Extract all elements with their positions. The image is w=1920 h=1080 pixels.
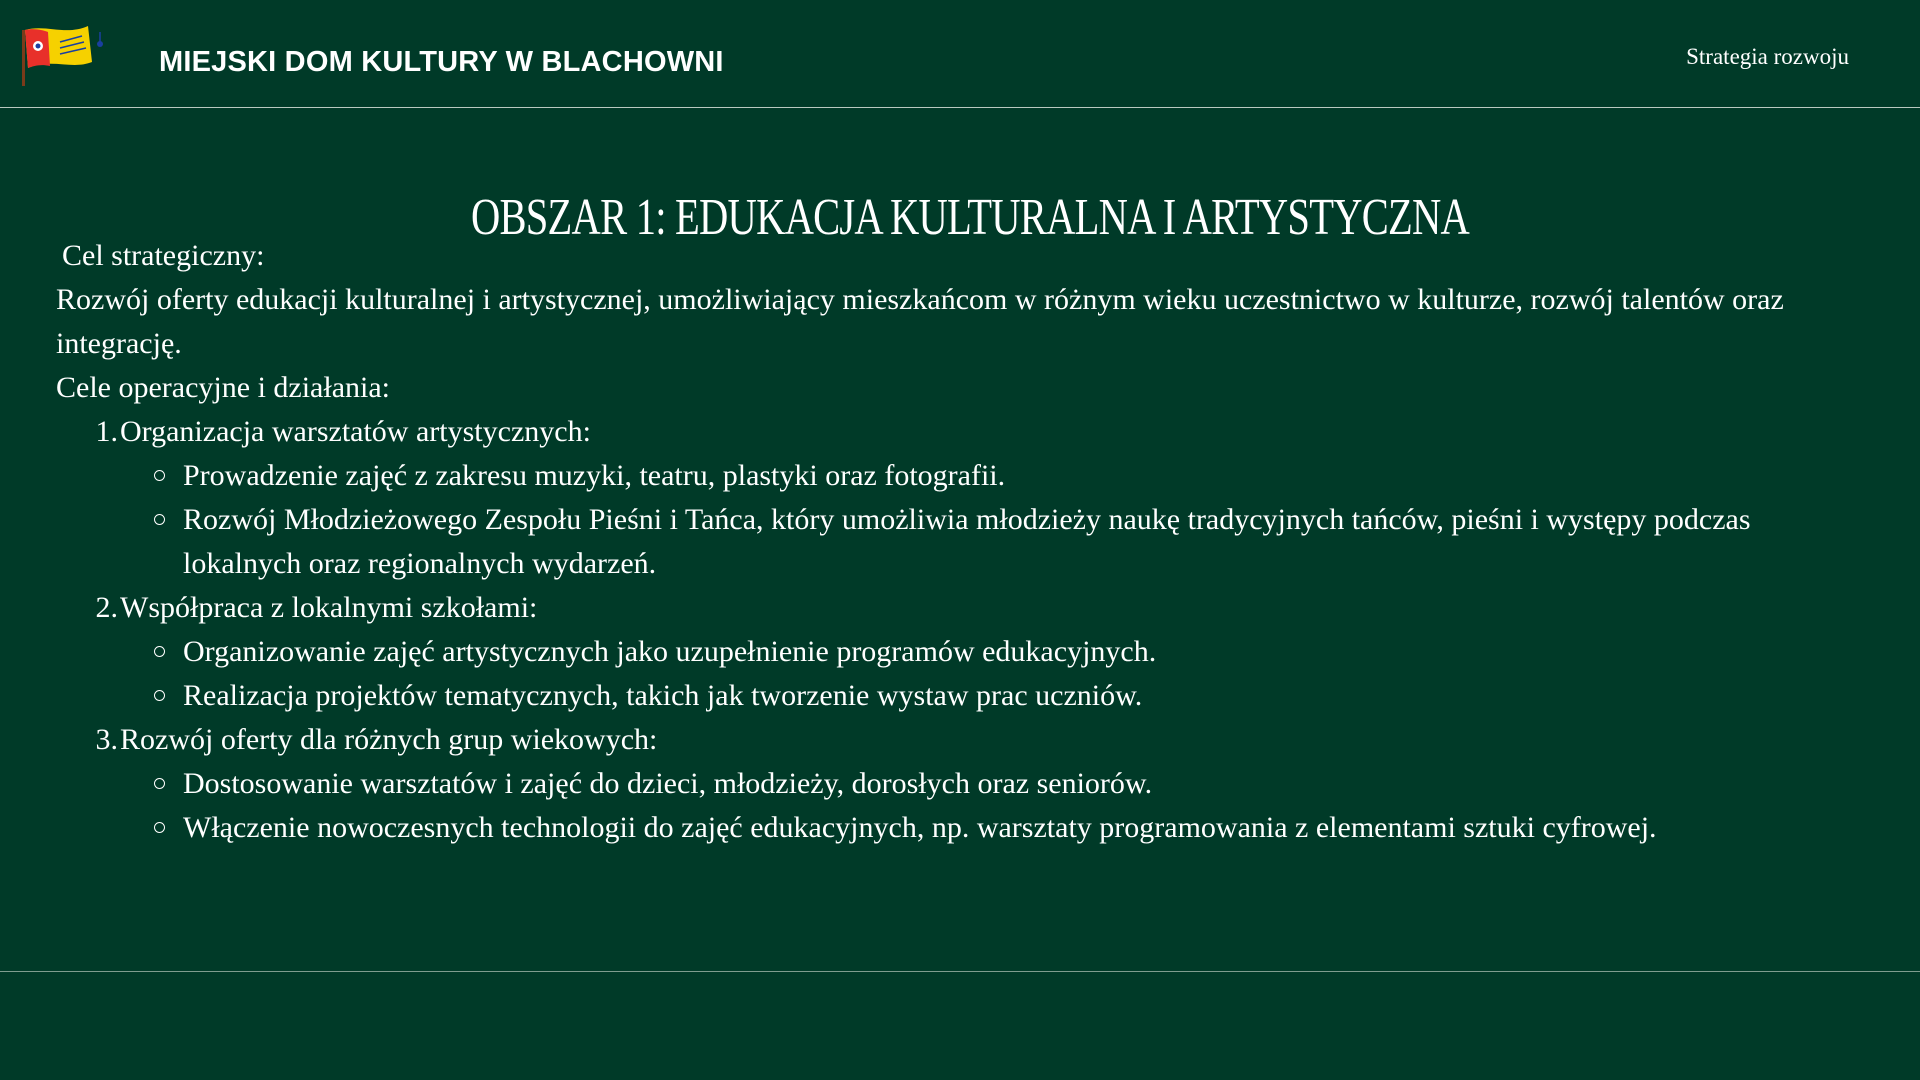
list-number: 1. — [95, 415, 118, 448]
list-number: 3. — [95, 723, 118, 756]
action-text: Organizowanie zajęć artystycznych jako uzupełnienie programów edukacyjnych. — [183, 635, 1157, 668]
circle-bullet-icon — [154, 514, 165, 525]
list-item — [56, 630, 1886, 674]
circle-bullet-icon — [154, 822, 165, 833]
action-text: Prowadzenie zajęć z zakresu muzyki, teatru, plastyki oraz fotografii. — [183, 459, 1006, 492]
list-item — [56, 586, 1886, 718]
goal-text: Rozwój oferty edukacji kulturalnej i artystycznej, umożliwiający mieszkańcom w różnym wieku uczestnictwo w kulturze, rozwój talentów oraz integrację. — [56, 283, 1784, 360]
strategy-link[interactable]: Strategia rozwoju — [1686, 44, 1849, 69]
action-text: Rozwój Młodzieżowego Zespołu Pieśni i Tańca, który umożliwia młodzieży naukę tradycyjnych tańców, pieśni i występy podczas lokalnych oraz regionalnych wydarzeń. — [183, 503, 1751, 580]
list-item — [56, 498, 1886, 586]
header — [0, 0, 1920, 108]
circle-bullet-icon — [154, 470, 165, 481]
list-item — [56, 718, 1886, 850]
goal-label: Cel strategiczny: — [62, 239, 265, 272]
operational-goals-label: Cele operacyjne i działania: — [56, 371, 390, 404]
list-item-label: Organizacja warsztatów artystycznych: — [120, 415, 591, 448]
organization-name: MIEJSKI DOM KULTURY W BLACHOWNI — [159, 46, 724, 78]
action-text: Włączenie nowoczesnych technologii do zajęć edukacyjnych, np. warsztaty programowania z elementami sztuki cyfrowej. — [183, 811, 1657, 844]
action-text: Realizacja projektów tematycznych, takich jak tworzenie wystaw prac uczniów. — [183, 679, 1143, 712]
flag-logo-icon[interactable] — [16, 22, 116, 88]
list-item-label: Rozwój oferty dla różnych grup wiekowych: — [120, 723, 658, 756]
page-title: OBSZAR 1: EDUKACJA KULTURALNA I ARTYSTYCZNA — [470, 189, 1470, 246]
list-item — [56, 806, 1886, 850]
actions-list — [120, 454, 1886, 586]
operational-goals-list — [56, 410, 1886, 850]
actions-list — [120, 630, 1886, 718]
footer-divider — [0, 971, 1920, 972]
actions-list — [120, 762, 1886, 850]
circle-bullet-icon — [154, 646, 165, 657]
list-item — [56, 762, 1886, 806]
list-item-label: Współpraca z lokalnymi szkołami: — [120, 591, 538, 624]
list-item — [56, 454, 1886, 498]
circle-bullet-icon — [154, 778, 165, 789]
list-number: 2. — [95, 591, 118, 624]
list-item — [56, 410, 1886, 586]
action-text: Dostosowanie warsztatów i zajęć do dzieci, młodzieży, dorosłych oraz seniorów. — [183, 767, 1153, 800]
circle-bullet-icon — [154, 690, 165, 701]
content — [56, 234, 1886, 850]
list-item — [56, 674, 1886, 718]
